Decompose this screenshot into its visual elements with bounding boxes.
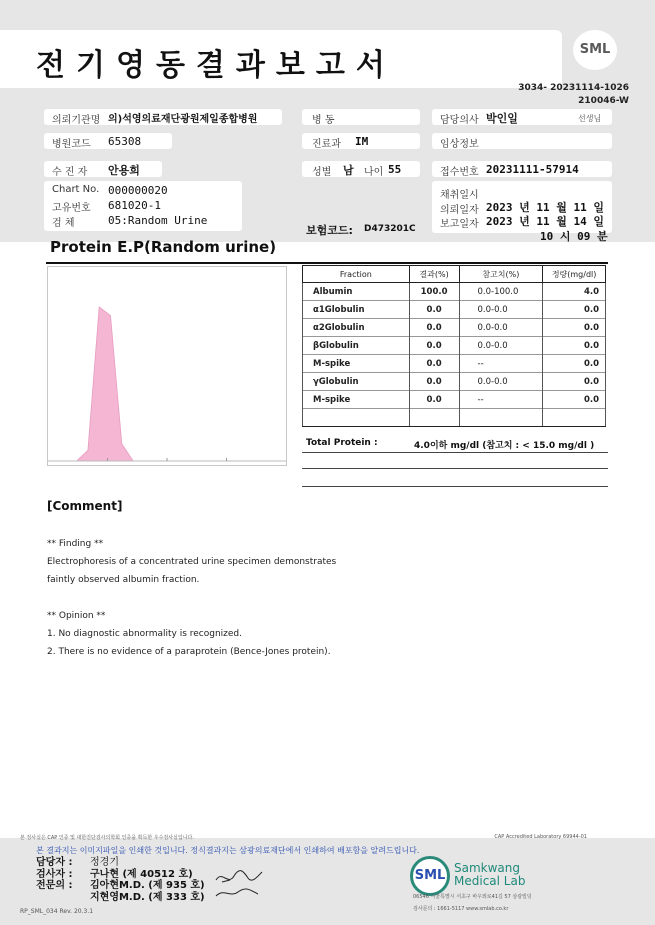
hospital-code-label: 병원코드 bbox=[52, 139, 91, 150]
doctor-label: 담당의사 bbox=[440, 115, 479, 126]
id-value: 681020-1 bbox=[108, 199, 161, 212]
dept-label: 진료과 bbox=[312, 139, 341, 150]
tester-label: 검사자 : bbox=[36, 869, 73, 880]
total-protein-rule-1 bbox=[302, 452, 608, 453]
fraction-reference: -- bbox=[459, 391, 543, 409]
total-protein-rule-3 bbox=[302, 486, 608, 487]
age-label: 나이 bbox=[364, 167, 384, 178]
fraction-quantity: 0.0 bbox=[543, 319, 606, 337]
receipt-value: 20231111-57914 bbox=[486, 163, 579, 176]
lab-contact: 검사문의 : 1661-5117 www.smlab.co.kr bbox=[413, 906, 509, 912]
reference-number-line2: 210046-W bbox=[578, 96, 629, 106]
fraction-result: 0.0 bbox=[409, 337, 459, 355]
fraction-name: Albumin bbox=[303, 283, 410, 301]
fraction-result: 0.0 bbox=[409, 319, 459, 337]
finding-line-2: faintly observed albumin fraction. bbox=[47, 575, 200, 585]
signature-image bbox=[212, 866, 264, 902]
request-label: 의뢰일자 bbox=[440, 205, 479, 216]
report-date-value: 2023 년 11 월 14 일 bbox=[486, 215, 604, 228]
patient-name-value: 안용희 bbox=[108, 164, 140, 177]
request-date-value: 2023 년 11 월 11 일 bbox=[486, 201, 604, 214]
fraction-name: γGlobulin bbox=[303, 373, 410, 391]
col-header-result: 결과(%) bbox=[409, 266, 459, 283]
sex-value: 남 bbox=[343, 164, 354, 177]
dept-value: IM bbox=[355, 135, 369, 148]
form-code: RP_SML_034 Rev. 20.3.1 bbox=[20, 908, 94, 915]
chart-no-label: Chart No. bbox=[52, 184, 100, 195]
finding-heading: ** Finding ** bbox=[47, 539, 104, 549]
col-header-fraction: Fraction bbox=[303, 266, 410, 283]
patient-label: 수 진 자 bbox=[52, 167, 88, 178]
hospital-code-value: 65308 bbox=[108, 135, 142, 148]
fraction-table bbox=[302, 265, 606, 427]
institution-value: 의)석영의료재단광원제일종합병원 bbox=[108, 114, 258, 125]
fraction-reference: 0.0-0.0 bbox=[459, 301, 543, 319]
doctor-value: 박인일 bbox=[486, 112, 518, 125]
lab-address: 06546 서울특별시 서초구 바우뫼로41길 57 삼광빌딩 bbox=[413, 894, 532, 900]
table-row bbox=[303, 391, 606, 409]
lab-name-line2: Medical Lab bbox=[454, 874, 526, 888]
accreditation-notice: 본 검사실은 CAP 인증 및 대한진단검사의학회 인증을 획득한 우수검사실입니다. bbox=[20, 835, 194, 841]
albumin-peak-area bbox=[54, 307, 167, 461]
clinical-label: 임상정보 bbox=[440, 139, 479, 150]
fraction-reference: 0.0-0.0 bbox=[459, 373, 543, 391]
lab-name bbox=[454, 862, 525, 888]
insurance-code-value: D473201C bbox=[364, 224, 416, 234]
sml-lab-logo-icon: SML bbox=[410, 856, 450, 896]
table-row bbox=[303, 283, 606, 301]
fraction-reference: 0.0-0.0 bbox=[459, 337, 543, 355]
comment-title: [Comment] bbox=[47, 499, 123, 513]
ward-label: 병 동 bbox=[312, 115, 335, 126]
fraction-name: βGlobulin bbox=[303, 337, 410, 355]
receipt-label: 접수번호 bbox=[440, 167, 479, 178]
table-row bbox=[303, 373, 606, 391]
fraction-reference: -- bbox=[459, 355, 543, 373]
opinion-heading: ** Opinion ** bbox=[47, 611, 106, 621]
chart-no-value: 000000020 bbox=[108, 184, 168, 197]
report-title: 전기영동결과보고서 bbox=[36, 48, 396, 83]
expert-value-2: 지현영M.D. (제 333 호) bbox=[90, 892, 205, 903]
fraction-quantity: 0.0 bbox=[543, 355, 606, 373]
section-divider bbox=[46, 262, 608, 264]
fraction-result: 0.0 bbox=[409, 391, 459, 409]
tester-value: 구나현 (제 40512 호) bbox=[90, 869, 193, 880]
finding-line-1: Electrophoresis of a concentrated urine specimen demonstrates bbox=[47, 557, 337, 567]
age-value: 55 bbox=[388, 163, 402, 176]
section-title: Protein E.P(Random urine) bbox=[50, 238, 277, 256]
report-label: 보고일자 bbox=[440, 219, 479, 230]
report-time-value: 10 시 09 분 bbox=[540, 230, 608, 243]
fraction-quantity: 0.0 bbox=[543, 373, 606, 391]
fraction-name: M-spike bbox=[303, 355, 410, 373]
doctor-suffix: 선생님 bbox=[578, 114, 602, 123]
total-protein-rule-2 bbox=[302, 468, 608, 469]
col-header-reference: 참고치(%) bbox=[459, 266, 543, 283]
table-row bbox=[303, 355, 606, 373]
fraction-name: M-spike bbox=[303, 391, 410, 409]
fraction-quantity: 0.0 bbox=[543, 337, 606, 355]
total-protein-value: 4.0이하 mg/dl (참고치 : < 15.0 mg/dl ) bbox=[414, 441, 595, 451]
fraction-reference: 0.0-100.0 bbox=[459, 283, 543, 301]
institution-label: 의뢰기관명 bbox=[52, 115, 101, 126]
lab-name-line1: Samkwang bbox=[454, 861, 520, 875]
electrophoresis-svg bbox=[48, 267, 286, 465]
collect-label: 채취일시 bbox=[440, 190, 479, 201]
opinion-line-1: 1. No diagnostic abnormality is recognized. bbox=[47, 629, 243, 639]
specimen-label: 검 체 bbox=[52, 218, 75, 229]
id-label: 고유번호 bbox=[52, 203, 91, 214]
total-protein-label: Total Protein : bbox=[306, 438, 378, 448]
fraction-quantity: 0.0 bbox=[543, 301, 606, 319]
electrophoresis-chart bbox=[47, 266, 287, 466]
fraction-quantity: 4.0 bbox=[543, 283, 606, 301]
col-header-quantity: 정량(mg/dl) bbox=[543, 266, 606, 283]
fraction-result: 0.0 bbox=[409, 373, 459, 391]
table-row bbox=[303, 337, 606, 355]
table-row bbox=[303, 301, 606, 319]
fraction-result: 100.0 bbox=[409, 283, 459, 301]
fraction-quantity: 0.0 bbox=[543, 391, 606, 409]
print-notice: 본 결과지는 이미지파일을 인쇄한 것입니다. 정식결과지는 삼광의료재단에서 인쇄하여 배포함을 알려드립니다. bbox=[36, 846, 420, 855]
expert-value-1: 김아현M.D. (제 935 호) bbox=[90, 880, 205, 891]
fraction-name: α1Globulin bbox=[303, 301, 410, 319]
table-row-empty bbox=[303, 409, 606, 427]
expert-label: 전문의 : bbox=[36, 880, 73, 891]
opinion-line-2: 2. There is no evidence of a paraprotein (Bence-Jones protein). bbox=[47, 647, 331, 657]
insurance-label: 보험코드: bbox=[306, 224, 353, 237]
specimen-value: 05:Random Urine bbox=[108, 214, 208, 227]
table-row bbox=[303, 319, 606, 337]
sex-label: 성별 bbox=[312, 167, 332, 178]
fraction-result: 0.0 bbox=[409, 301, 459, 319]
handler-value: 정경기 bbox=[90, 857, 119, 868]
fraction-reference: 0.0-0.0 bbox=[459, 319, 543, 337]
table-header-row bbox=[303, 266, 606, 283]
sml-logo-icon: SML bbox=[573, 30, 617, 70]
fraction-name: α2Globulin bbox=[303, 319, 410, 337]
handler-label: 담당자 : bbox=[36, 857, 73, 868]
fraction-result: 0.0 bbox=[409, 355, 459, 373]
reference-number-line1: 3034- 20231114-1026 bbox=[518, 83, 629, 93]
cap-notice: CAP Accredited Laboratory 69944-01 bbox=[494, 834, 587, 840]
